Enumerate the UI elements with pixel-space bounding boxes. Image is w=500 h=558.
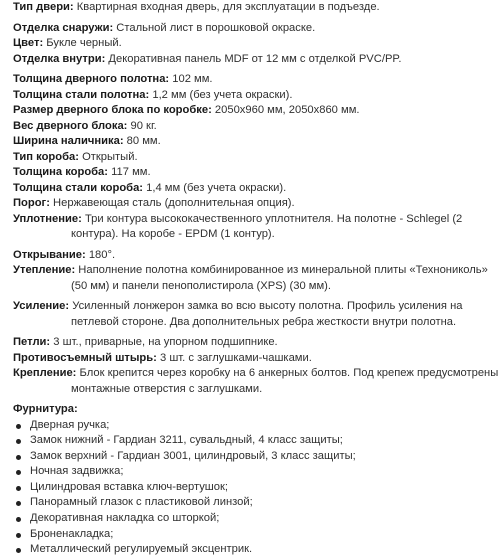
spec-row [0,150,500,166]
spec-label: Уплотнение: [13,212,82,225]
furniture-list [0,418,500,558]
furniture-item-text: Замок нижний - Гардиан 3211, сувальдный, 4 класс защиты; [30,434,343,447]
spec-label: Петли: [13,336,51,348]
spec-row [0,103,500,119]
furniture-item-text: Декоративная накладка со шторкой; [30,512,220,525]
spec-value: 3 шт., приварные, на упорном подшипнике. [53,336,278,348]
spec-value: 80 мм. [126,135,161,147]
spec-row [0,36,500,52]
spec-label: Отделка снаружи: [13,21,114,34]
spec-row [0,0,500,16]
furniture-item [0,480,500,496]
spec-value: 1,2 мм (без учета окраски). [152,88,293,101]
spec-row [0,196,500,212]
spec-row [0,181,500,197]
spec-value: 180°. [88,248,116,261]
spec-row [0,351,500,367]
furniture-item-text: Металлический регулируемый эксцентрик. [30,543,253,556]
spec-value: Усиленный лонжерон замка во всю высоту полотна. Профиль усиления на петлевой стороне. Два дополнительных ребра жесткости внутри полотна. [71,300,463,328]
furniture-item-text: Цилиндровая вставка ключ-вертушок; [30,480,229,493]
furniture-item [0,449,500,465]
spec-value: Стальной лист в порошковой окраске. [116,21,316,34]
spec-row [0,134,500,150]
spec-value: 2050х960 мм, 2050х860 мм. [214,104,360,116]
furniture-item [0,418,500,434]
spec-row [0,212,500,243]
bullet-icon [16,517,21,522]
spec-row [0,88,500,104]
furniture-item-text: Замок верхний - Гардиан 3001, цилиндровый, 3 класс защиты; [30,449,356,462]
furniture-item-text: Ночная задвижка; [30,465,124,478]
spec-value: Декоративная панель MDF от 12 мм с отделкой PVC/PP. [108,52,402,65]
bullet-icon [16,533,21,538]
spec-value: 102 мм. [172,73,213,85]
spec-value: 90 кг. [130,119,157,132]
bullet-icon [16,501,21,506]
spec-label: Размер дверного блока по коробке: [13,104,212,116]
spec-row [0,72,500,88]
furniture-item-text: Панорамный глазок с пластиковой линзой; [30,496,253,509]
spec-value: 117 мм. [111,166,151,178]
spec-value: Нержавеющая сталь (дополнительная опция). [53,197,295,209]
spec-label: Ширина наличника: [13,135,124,147]
spec-row [0,52,500,68]
spec-value: Наполнение полотна комбинированное из минеральной плиты «Технониколь» (50 мм) и панели пенополистирола (XPS) (30 мм). [71,264,488,292]
spec-label: Вес дверного блока: [13,119,128,132]
bullet-icon [16,470,21,475]
spec-row [0,299,500,330]
spec-label: Толщина короба: [13,166,109,178]
furniture-item [0,495,500,511]
spec-value: Три контура высококачественного уплотнителя. На полотне - Schlegel (2 контура). На коробе - EPDM (1 контур). [71,212,463,240]
spec-label: Толщина стали короба: [13,181,144,194]
spec-label: Толщина стали полотна: [13,88,150,101]
furniture-heading: Фурнитура: [13,403,78,415]
furniture-item [0,433,500,449]
bullet-icon [16,486,21,491]
spec-value: Букле черный. [46,37,122,49]
spec-label: Отделка внутри: [13,52,106,65]
spec-label: Порог: [13,197,50,209]
spec-label: Тип двери: [13,1,74,13]
spec-value: Блок крепится через коробку на 6 анкерных болтов. Под крепеж предусмотрены монтажные отверстия с заглушками. [71,367,499,395]
bullet-icon [16,439,21,444]
spec-value: Открытый. [82,150,138,163]
bullet-icon [16,548,21,553]
spec-label: Утепление: [13,264,76,276]
spec-label: Тип короба: [13,150,79,163]
spec-label: Открывание: [13,248,86,261]
spec-label: Толщина дверного полотна: [13,73,170,85]
furniture-item-text: Дверная ручка; [30,418,110,431]
furniture-item [0,527,500,543]
furniture-item-text: Броненакладка; [30,527,114,540]
spec-label: Цвет: [13,37,44,49]
bullet-icon [16,455,21,460]
spec-label: Крепление: [13,367,77,379]
spec-row [0,263,500,294]
spec-row [0,335,500,351]
furniture-item [0,511,500,527]
spec-row [0,119,500,135]
spec-value: 3 шт. с заглушками-чашками. [159,351,312,364]
spec-value: 1,4 мм (без учета окраски). [146,181,287,194]
spec-label: Усиление: [13,300,70,312]
spec-row [0,21,500,37]
bullet-icon [16,424,21,429]
spec-row [0,366,500,397]
spec-value: Квартирная входная дверь, для эксплуатации в подъезде. [76,1,380,13]
furniture-item [0,464,500,480]
furniture-item [0,542,500,558]
spec-row [0,165,500,181]
spec-row [0,248,500,264]
spec-label: Противосъемный штырь: [13,351,157,364]
